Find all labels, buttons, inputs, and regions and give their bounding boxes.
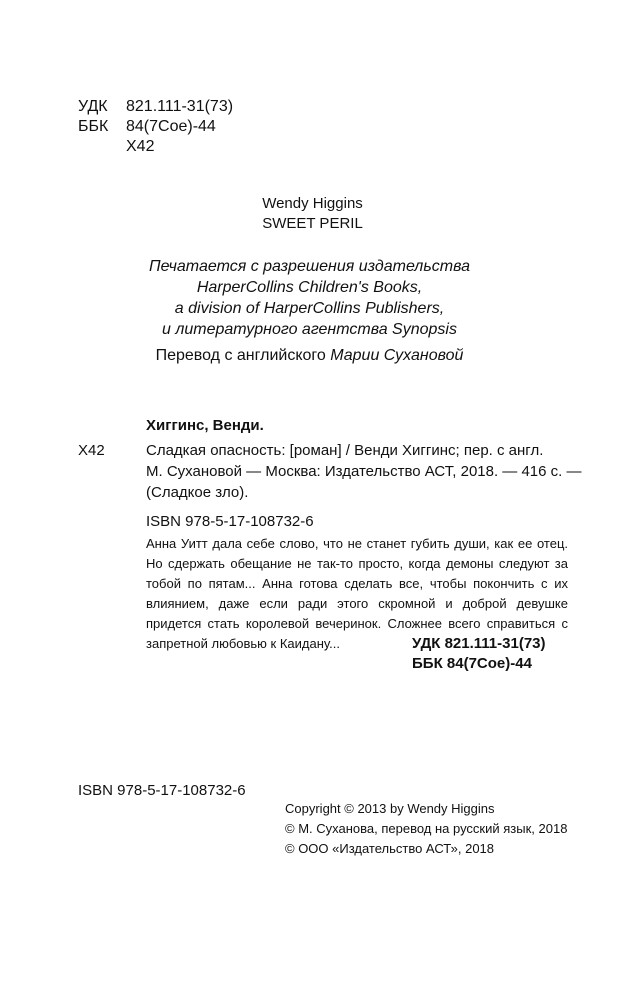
classification-block [78, 97, 233, 157]
copyright-line: © М. Суханова, перевод на русский язык, 2018 [285, 821, 568, 836]
biblio-entry [78, 440, 582, 503]
bbk-bottom: ББК 84(7Сое)-44 [412, 655, 532, 672]
permission-line: a division of HarperCollins Publishers, [174, 300, 445, 317]
isbn-bottom: ISBN 978-5-17-108732-6 [78, 782, 246, 799]
copyright-line: © ООО «Издательство АСТ», 2018 [285, 841, 495, 856]
permission-notice [0, 256, 619, 340]
translator-credit [0, 346, 619, 366]
original-title-block [0, 194, 619, 234]
author-code: Х42 [126, 138, 155, 155]
biblio-code: Х42 [78, 442, 105, 459]
biblio-line: Сладкая опасность: [роман] / Венди Хиггинс; пер. с англ. [146, 442, 544, 459]
bbk-label: ББК [78, 118, 109, 135]
copyright-line: Copyright © 2013 by Wendy Higgins [285, 801, 495, 816]
biblio-line: М. Сухановой — Москва: Издательство АСТ, 2018. — 416 с. — [146, 463, 582, 480]
permission-line: Печатается с разрешения издательства [149, 258, 470, 275]
translator-name: Марии Сухановой [330, 347, 464, 364]
permission-line: HarperCollins Children's Books, [196, 279, 423, 296]
permission-line: и литературного агентства Synopsis [162, 321, 457, 338]
udk-value: 821.111-31(73) [126, 98, 234, 115]
bbk-value: 84(7Сое)-44 [126, 118, 216, 135]
original-title: SWEET PERIL [262, 215, 363, 232]
udk-bottom: УДК 821.111-31(73) [412, 635, 546, 652]
translator-prefix: Перевод с английского [155, 347, 326, 364]
biblio-line: (Сладкое зло). [146, 484, 249, 501]
classification-bottom [412, 634, 546, 674]
biblio-isbn: ISBN 978-5-17-108732-6 [146, 513, 314, 530]
biblio-heading: Хиггинс, Венди. [146, 417, 264, 434]
copyright-block [285, 799, 567, 859]
udk-label: УДК [78, 98, 108, 115]
bibliographic-record [78, 415, 582, 532]
annotation-text: Анна Уитт дала себе слово, что не станет губить души, как ее отец. Но сдержать обещание не так-то просто, когда демоны следуют за тобой по пятам... Анна готова сделать все, чтобы покончить с их влиянием, даже если ради этого скромной и доброй девушке придется стать королевой вечеринок. Сложнее всего справиться с запретной любовью к Каидану... [146, 536, 568, 651]
original-author: Wendy Higgins [262, 195, 363, 212]
